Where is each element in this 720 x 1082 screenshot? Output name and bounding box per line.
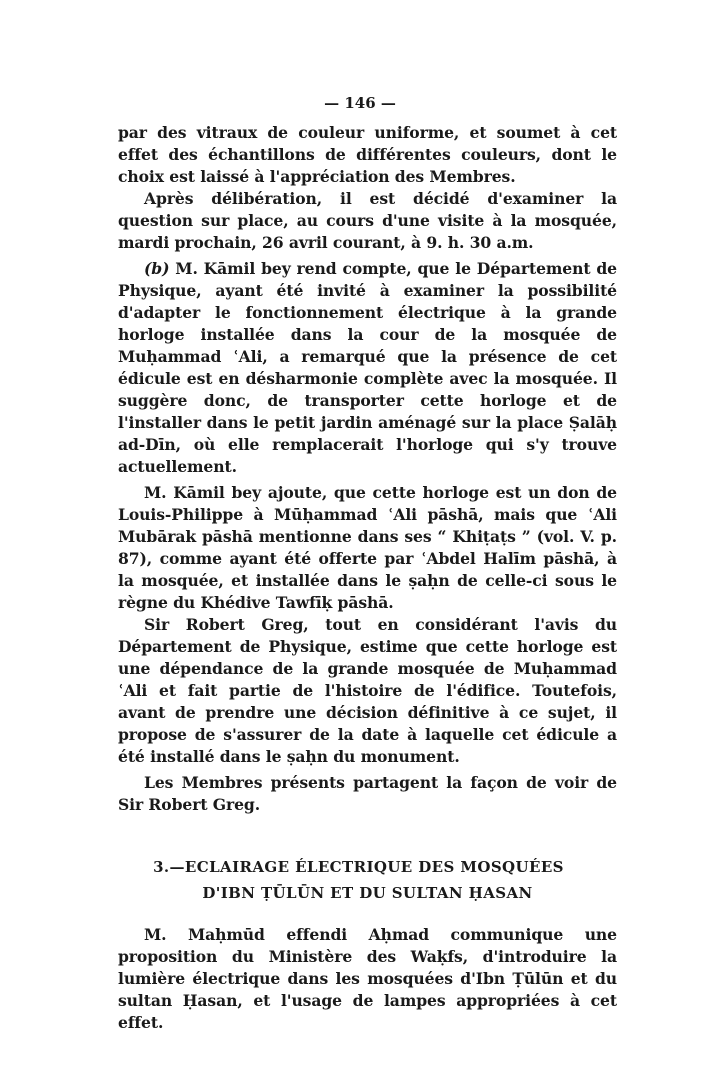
paragraph-horloge-don: M. Kāmil bey ajoute, que cette horloge est un don de Louis-Philippe à Mūḥammad ʿAli pāshā, mais que ʿAli Mubārak pāshā mentionne dans ses “ Khiṭaṭs ” (vol. V. p. 87), comme ayant été offerte par ʿAbdel Halīm pāshā, à la mosquée, et installée dans le ṣaḥn de celle-ci sous le règne du Khédive Tawfīḳ pāshā. — [118, 483, 617, 612]
paragraph-membres: Les Membres présents partagent la façon de voir de Sir Robert Greg. — [118, 773, 617, 814]
page-number: — 146 — — [324, 94, 396, 112]
paragraph-continuation: par des vitraux de couleur uniforme, et soumet à cet effet des échantillons de différentes couleurs, dont le choix est laissé à l'appréciation des Membres. — [118, 123, 617, 186]
paragraph-item-b-text: M. Kāmil bey rend compte, que le Département de Physique, ayant été invité à examiner la possibilité d'adapter le fonctionnement électrique à la grande horloge installée dans la cour de la mosquée de Muḥammad ʿAli, a remarqué que la présence de cet édicule est en désharmonie complète avec la mosquée. Il suggère donc, de transporter cette horloge et de l'installer dans le petit jardin aménagé sur la place Ṣalāḥ ad-Dīn, où elle remplacerait l'horloge qui s'y trouve actuellement. — [118, 259, 617, 476]
item-b-label: (b) — [144, 259, 170, 278]
page-body — [118, 122, 617, 1034]
paragraph-sir-robert-greg: Sir Robert Greg, tout en considérant l'avis du Département de Physique, estime que cette horloge est une dépendance de la grande mosquée de Muḥammad ʿAli et fait partie de l'histoire de l'édifice. Toutefois, avant de prendre une décision définitive à ce sujet, il propose de s'assurer de la date à laquelle cet édicule a été installé dans le ṣaḥn du monument. — [118, 615, 617, 766]
paragraph-deliberation: Après délibération, il est décidé d'examiner la question sur place, au cours d'une visite à la mosquée, mardi prochain, 26 avril courant, à 9. h. 30 a.m. — [118, 189, 617, 252]
section-heading-line-1: 3.—ECLAIRAGE ÉLECTRIQUE DES MOSQUÉES — [153, 858, 564, 876]
paragraph-eclairage: M. Maḥmūd effendi Aḥmad communique une proposition du Ministère des Waḳfs, d'introduire la lumière électrique dans les mosquées d'Ibn Ṭūlūn et du sultan Ḥasan, et l'usage de lampes appropriées à cet effet. — [118, 925, 617, 1032]
section-heading-line-2: D'IBN ṬŪLŪN ET DU SULTAN ḤASAN — [202, 884, 533, 902]
paragraph-item-b — [118, 258, 617, 478]
section-heading — [118, 854, 617, 906]
